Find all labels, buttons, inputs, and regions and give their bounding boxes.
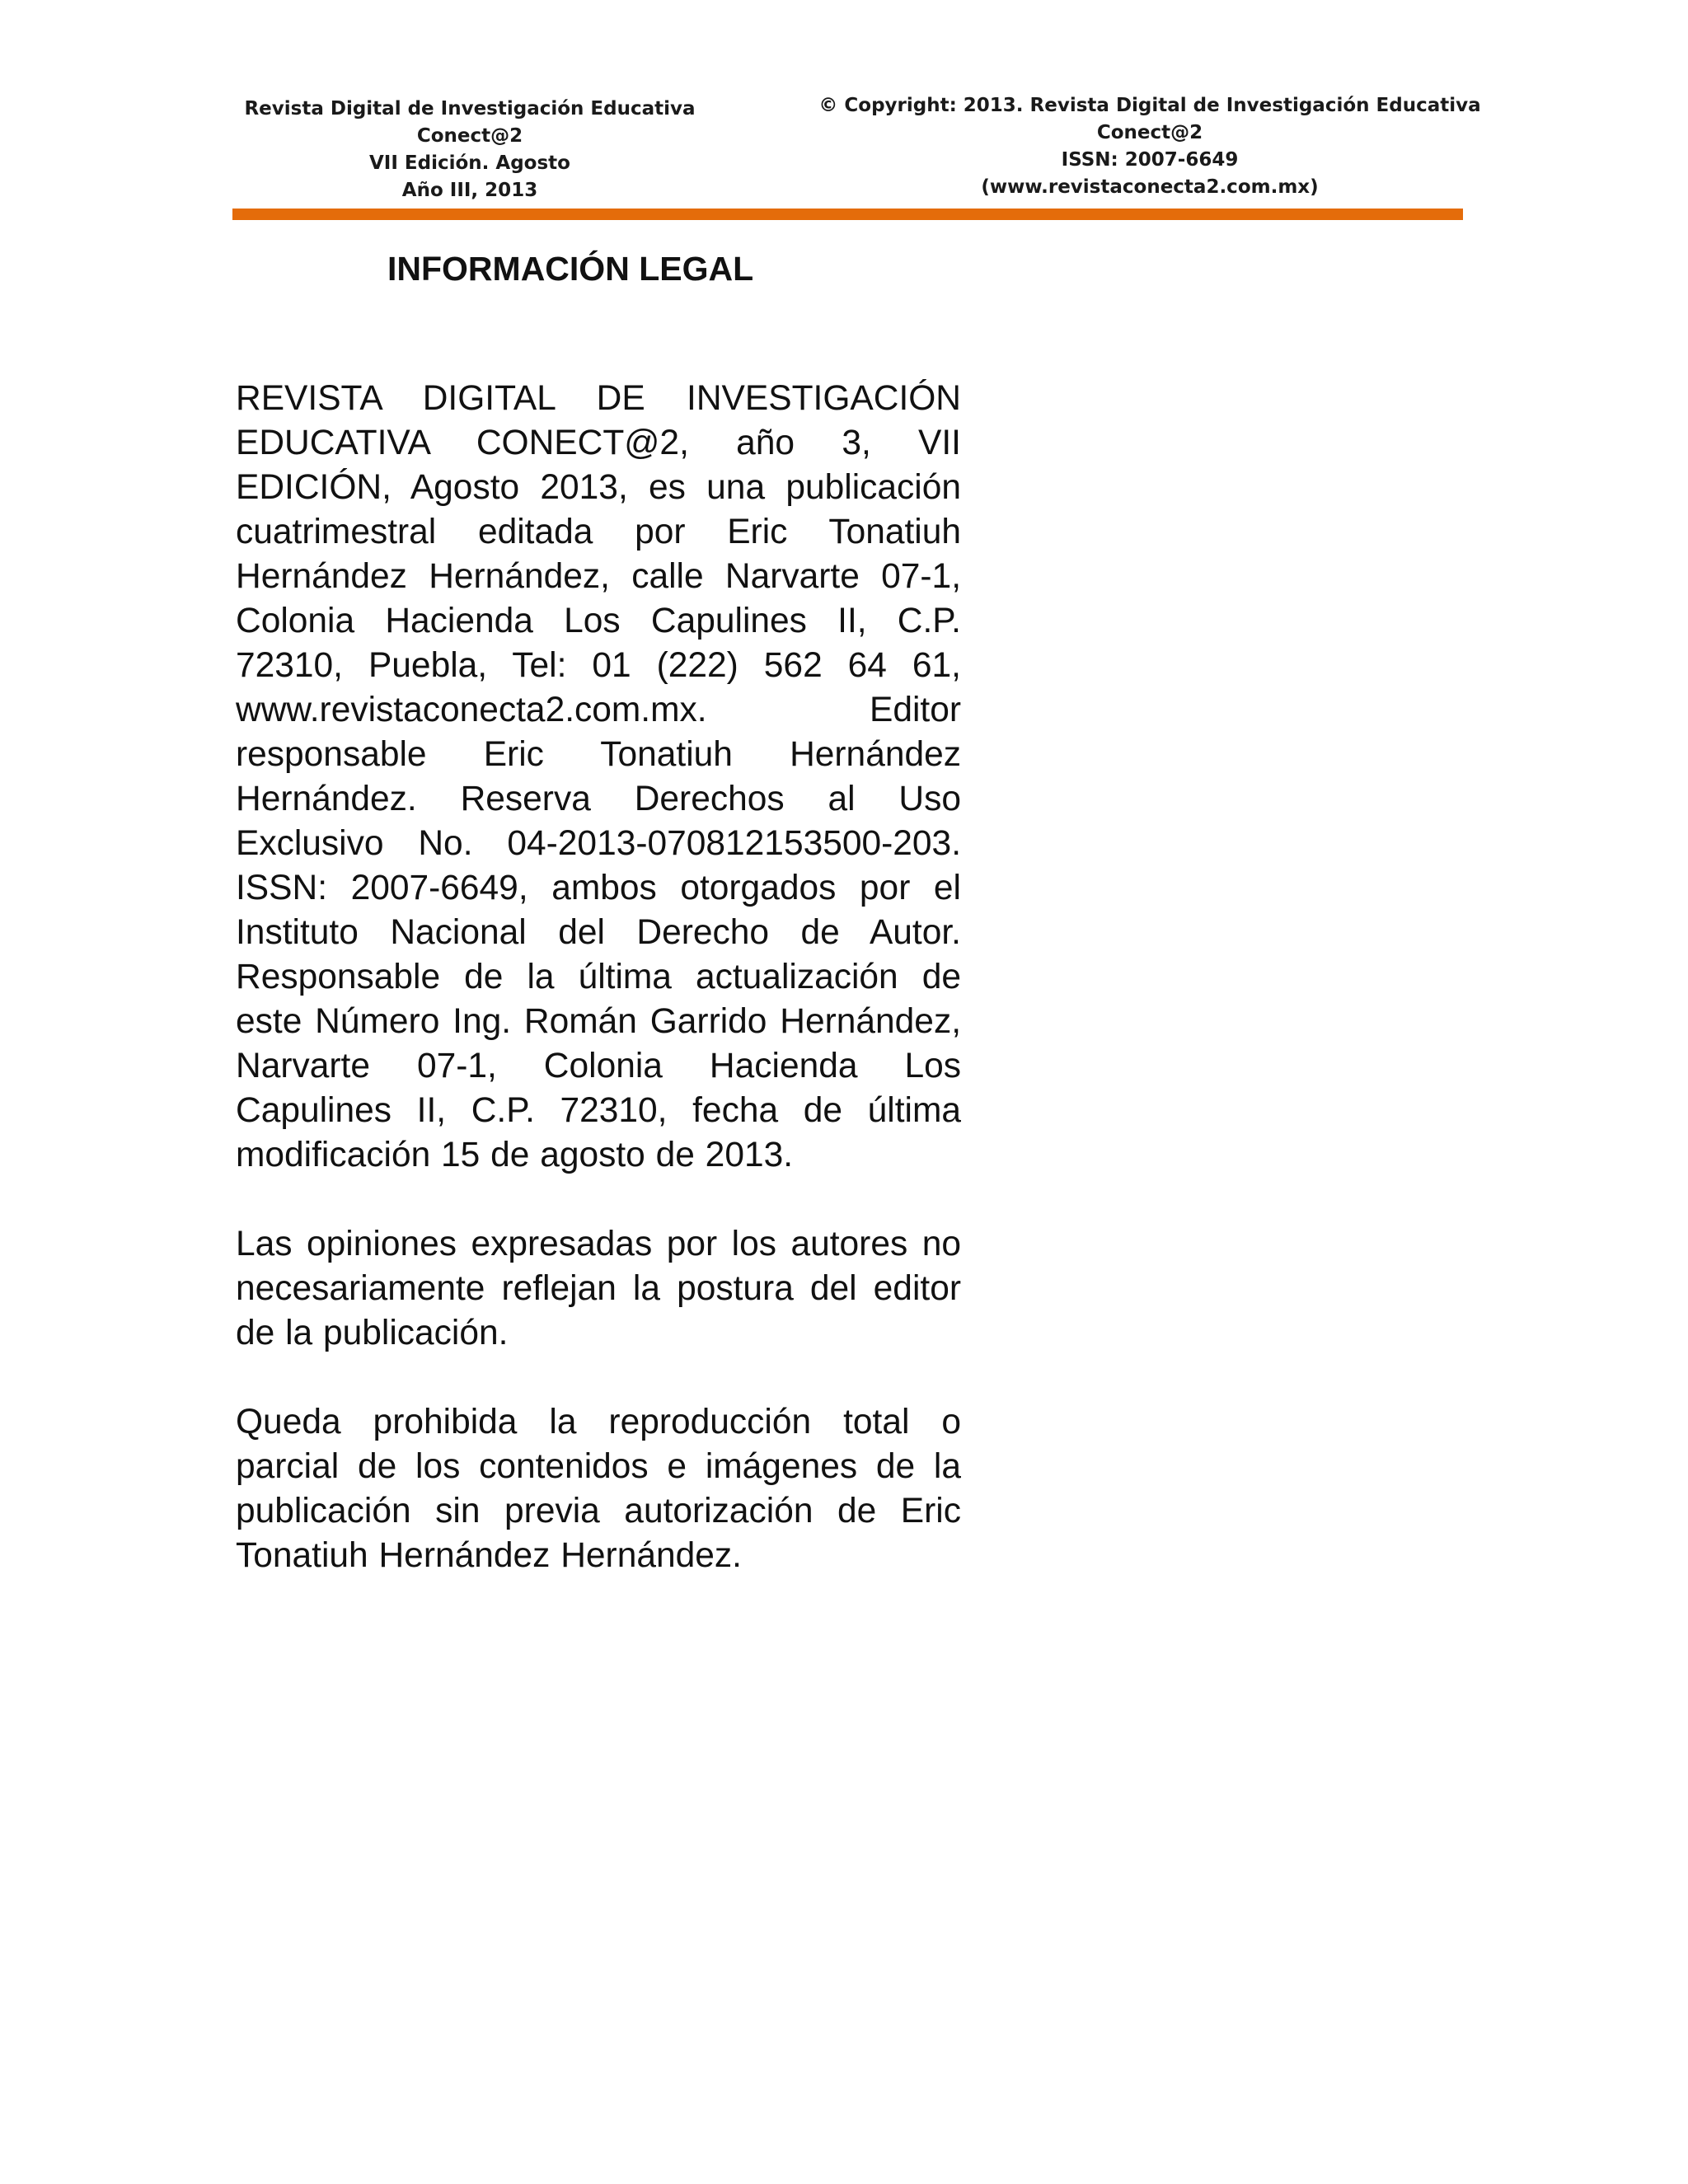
copyright-notice: © Copyright: 2013. Revista Digital de Investigación Educativa — [818, 95, 1481, 116]
journal-edition-header — [239, 96, 701, 204]
legal-info-paragraph: REVISTA DIGITAL DE INVESTIGACIÓN EDUCATIVA CONECT@2, año 3, VII EDICIÓN, Agosto 2013, es una publicación cuatrimestral editada por Eric Tonatiuh Hernández Hernández, calle Narvarte 07-1, Colonia Hacienda Los Capulines II, C.P. 72310, Puebla, Tel: 01 (222) 562 64 61, www.revistaconecta2.com.mx. Editor responsable Eric Tonatiuh Hernández Hernández. Reserva Derechos al Uso Exclusivo No. 04-2013-070812153500-203. ISSN: 2007-6649, ambos otorgados por el Instituto Nacional del Derecho de Autor. Responsable de la última actualización de este Número Ing. Román Garrido Hernández, Narvarte 07-1, Colonia Hacienda Los Capulines II, C.P. 72310, fecha de última modificación 15 de agosto de 2013. — [236, 379, 961, 1174]
journal-short-name: Conect@2 — [416, 125, 523, 147]
edition-label: VII Edición. Agosto — [369, 152, 570, 174]
header-divider — [232, 209, 1463, 220]
year-label: Año III, 2013 — [401, 180, 538, 201]
opinions-disclaimer-paragraph: Las opiniones expresadas por los autores no necesariamente reflejan la postura del editor de la publicación. — [236, 1225, 961, 1352]
journal-name: Revista Digital de Investigación Educativa — [244, 98, 696, 120]
page-title: INFORMACIÓN LEGAL — [387, 250, 754, 288]
legal-text-body — [236, 377, 961, 1623]
issn-label: ISSN: 2007-6649 — [1061, 149, 1239, 171]
website-label: (www.revistaconecta2.com.mx) — [981, 176, 1319, 198]
reproduction-notice-paragraph: Queda prohibida la reproducción total o parcial de los contenidos e imágenes de la publicación sin previa autorización de Eric Tonatiuh Hernández Hernández. — [236, 1403, 961, 1575]
copyright-header — [812, 92, 1488, 201]
copyright-journal-short-name: Conect@2 — [1096, 122, 1203, 143]
